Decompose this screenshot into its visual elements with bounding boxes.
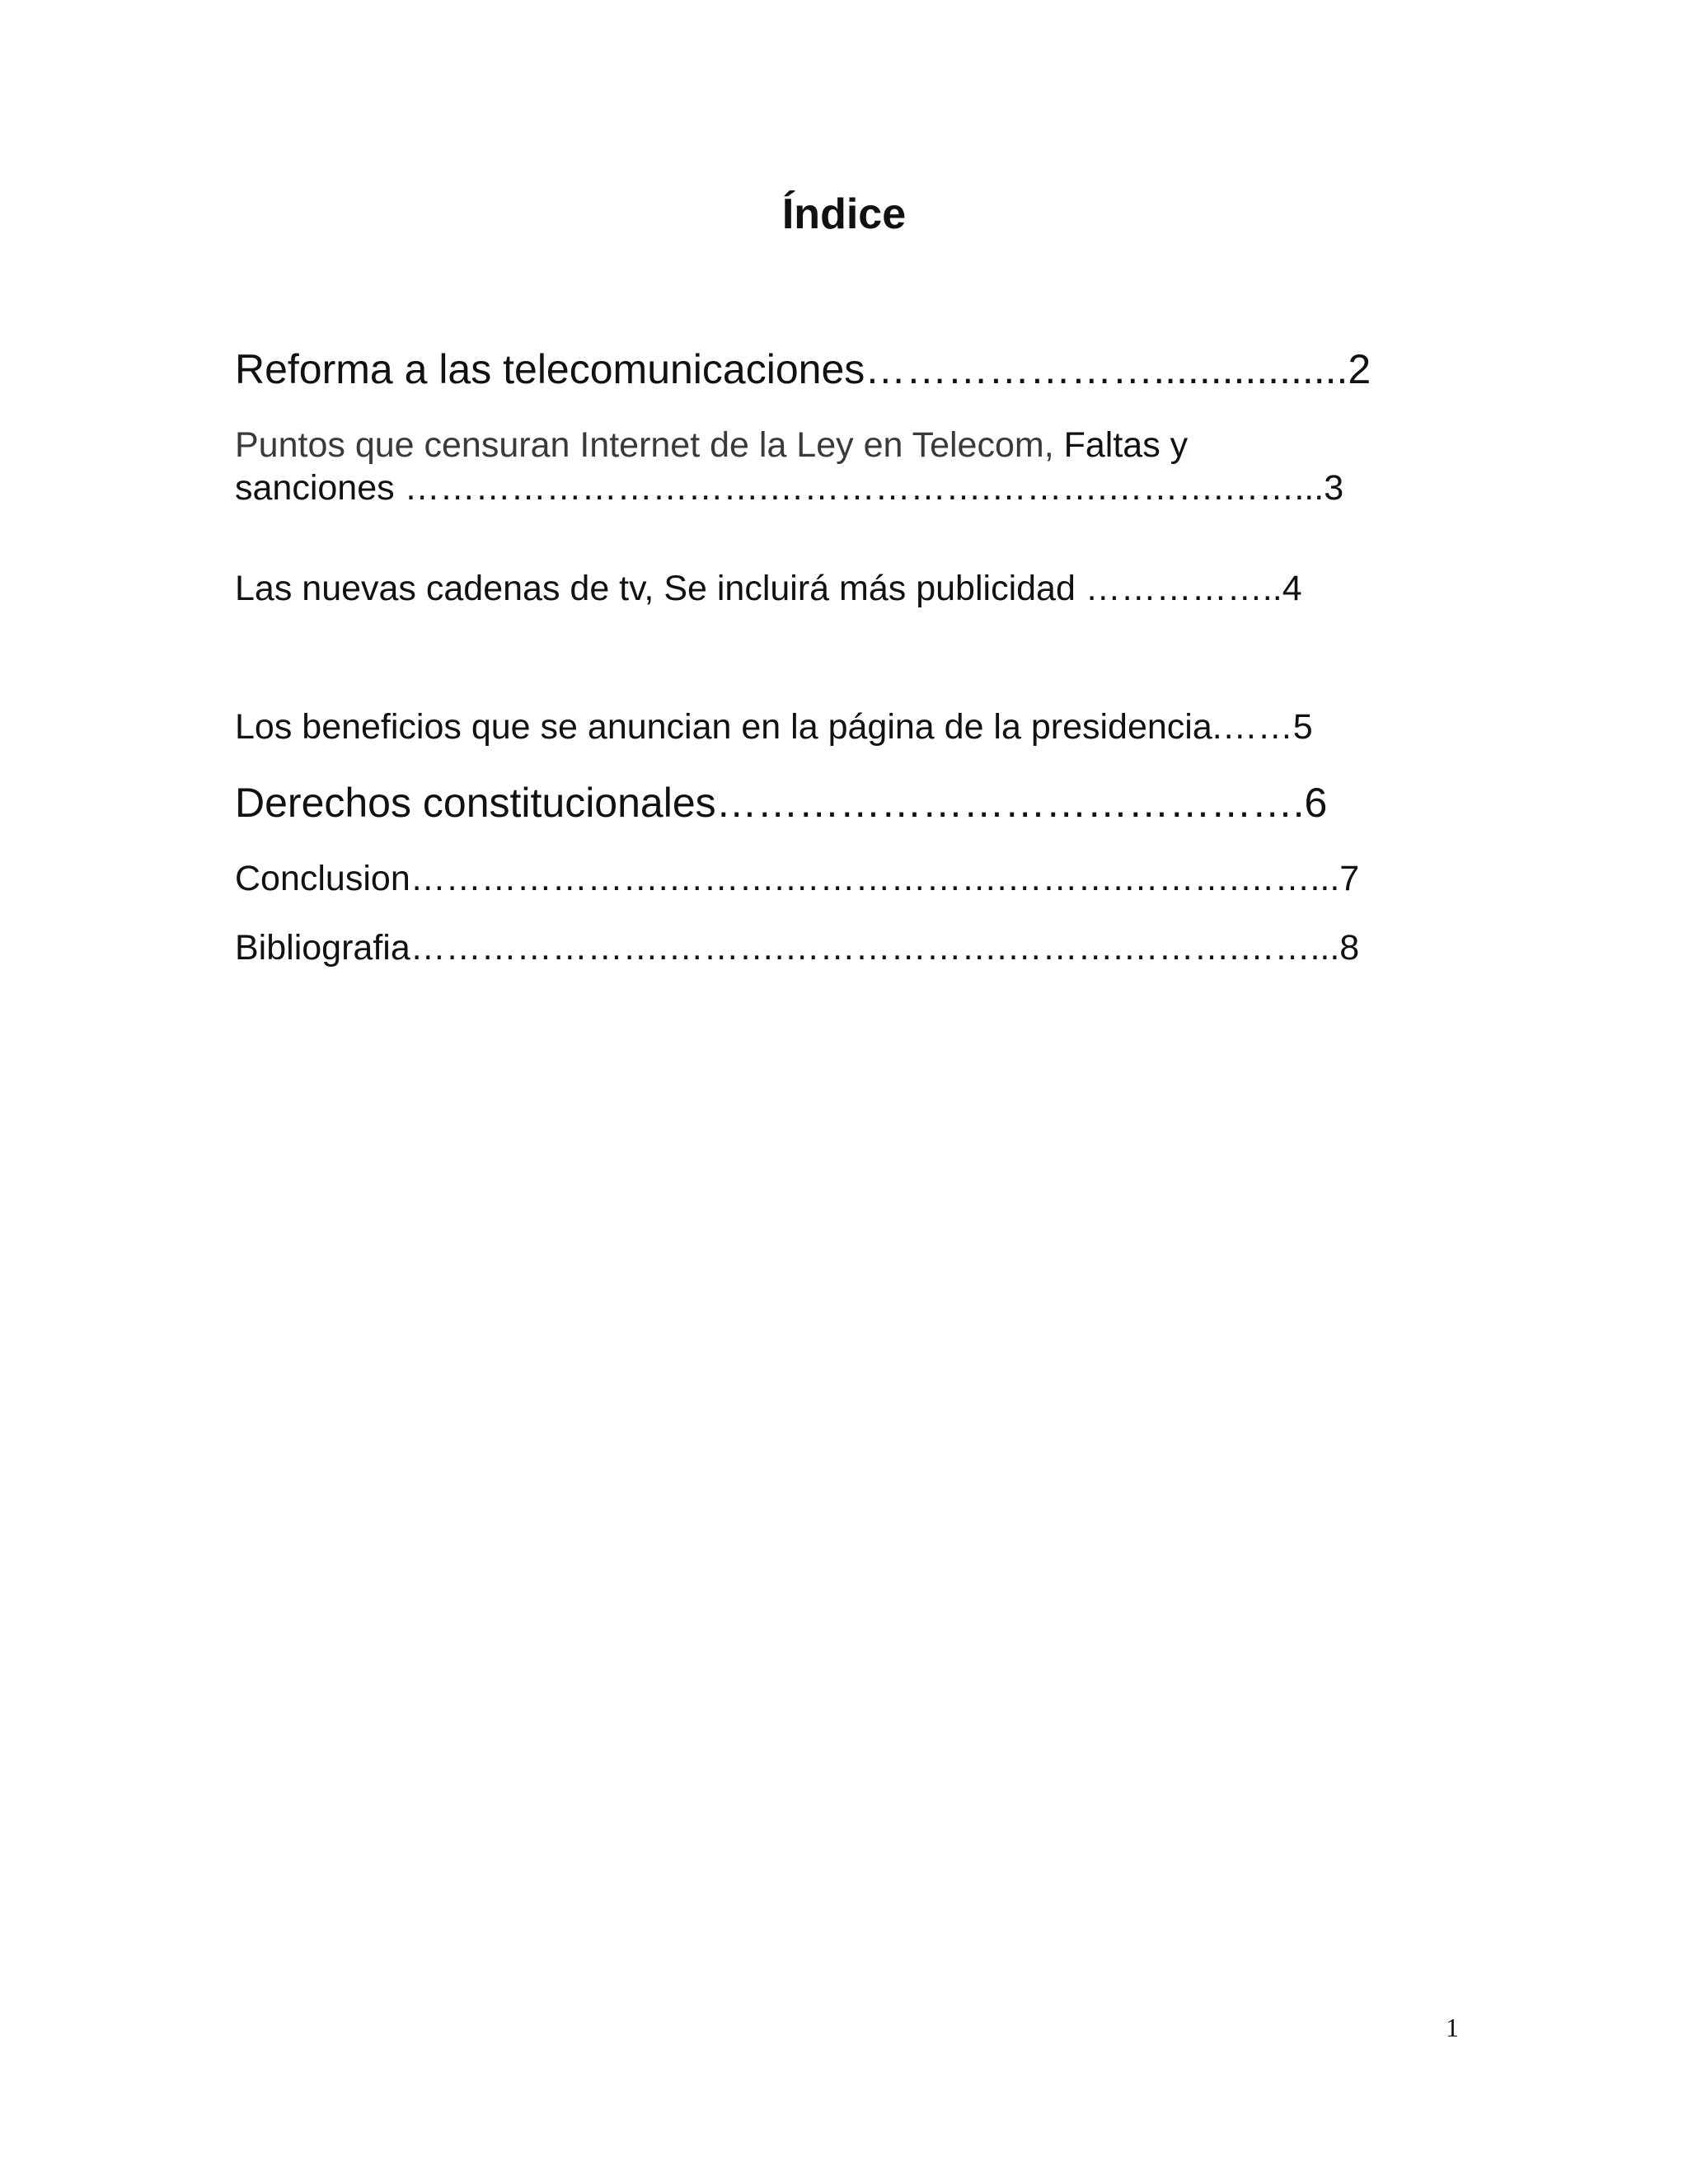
- page-title: Índice: [781, 190, 907, 238]
- toc-entry-derechos: Derechos constitucionales…………………………………….6: [235, 780, 1328, 826]
- toc-entry-faltas-text: Faltas y: [1063, 425, 1189, 465]
- toc-entry-puntos-text: Puntos que censuran Internet de la Ley en Telecom,: [235, 425, 1064, 465]
- toc-entry-cadenas: Las nuevas cadenas de tv, Se incluirá más publicidad ……………..4: [235, 569, 1302, 608]
- toc-entry-bibliografia: Bibliografia………………….……….……………….……….……….……...8: [235, 928, 1360, 968]
- toc-entry-conclusion: Conclusion………………….……….……………….……….……….……...7: [235, 859, 1360, 898]
- toc-entry-reforma: Reforma a las telecomunicaciones………………….................2: [235, 346, 1372, 392]
- toc-entry-sanciones: sanciones ………………………….……………….……….……….……...3: [235, 468, 1344, 508]
- page-number: 1: [1446, 2013, 1459, 2042]
- toc-entry-beneficios: Los beneficios que se anuncian en la página de la presidencia.……5: [235, 707, 1313, 747]
- toc-entry-puntos: [235, 424, 1188, 466]
